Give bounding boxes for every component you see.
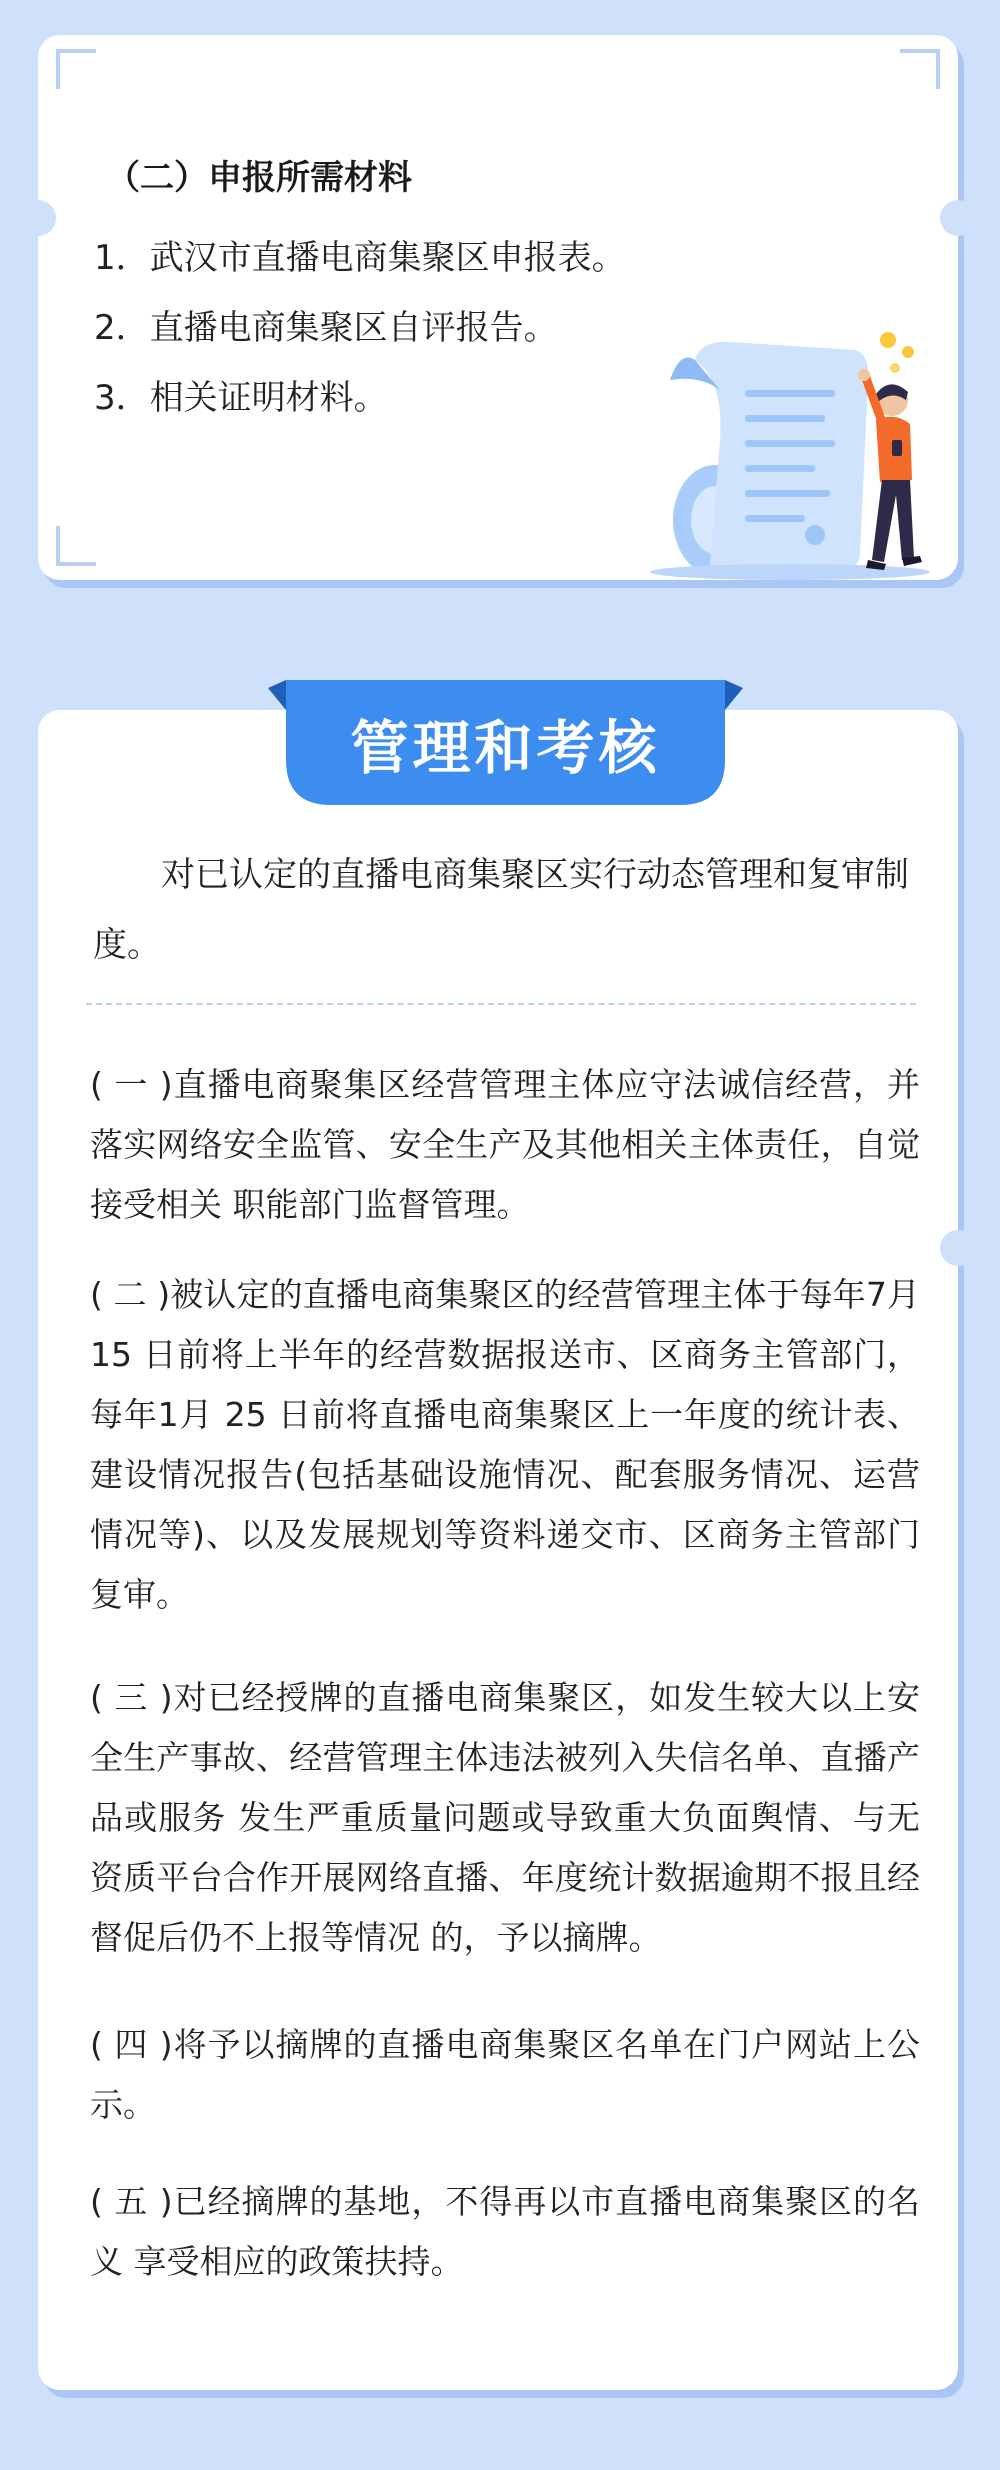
- clause-paragraph: ( 一 )直播电商聚集区经营管理主体应守法诚信经营，并落实网络安全监管、安全生产及其他相关主体责任，自觉接受相关 职能部门监督管理。: [90, 1065, 920, 1224]
- management-card: [38, 710, 958, 2390]
- materials-list: [94, 223, 626, 433]
- coin-icon: [880, 332, 914, 373]
- corner-decoration: [56, 526, 96, 566]
- section-title-tab: [268, 680, 743, 805]
- list-item: 3．相关证明材料。: [94, 378, 388, 418]
- card-notch: [20, 200, 56, 236]
- clause-paragraph: ( 二 )被认定的直播电商集聚区的经营管理主体于每年7月 15 日前将上半年的经营数据报送市、区商务主管部门，每年1月 25 日前将直播电商集聚区上一年度的统计表、建设情况报告(包括基础设施情况、配套服务情况、运营情况等)、以及发展规划等资料递交市、区商务主管部门复审。: [90, 1275, 920, 1614]
- list-item: 1．武汉市直播电商集聚区申报表。: [94, 238, 626, 278]
- materials-heading: （二）申报所需材料: [106, 158, 412, 198]
- section-title: 管理和考核: [350, 713, 661, 782]
- dashed-divider: [86, 1003, 916, 1005]
- person-illustration-icon: [858, 369, 922, 570]
- clause-paragraph: ( 三 )对已经授牌的直播电商集聚区，如发生较大以上安全生产事故、经营管理主体违法被列入失信名单、直播产品或服务 发生严重质量问题或导致重大负面舆情、与无资质平台合作开展网络直播、年度统计数据逾期不报且经督促后仍不上报等情况 的，予以摘牌。: [90, 1678, 920, 1957]
- card-notch: [940, 200, 976, 236]
- corner-decoration: [56, 49, 96, 89]
- corner-decoration: [900, 49, 940, 89]
- intro-paragraph: 对已认定的直播电商集聚区实行动态管理和复审制度。: [93, 855, 909, 965]
- clause-paragraph: ( 五 )已经摘牌的基地，不得再以市直播电商集聚区的名义 享受相应的政策扶持。: [90, 2182, 920, 2281]
- list-item: 2．直播电商集聚区自评报告。: [94, 308, 558, 348]
- card-notch: [940, 1230, 976, 1266]
- clause-paragraph: ( 四 )将予以摘牌的直播电商集聚区名单在门户网站上公 示。: [90, 2025, 920, 2124]
- document-scroll-icon: [640, 320, 930, 585]
